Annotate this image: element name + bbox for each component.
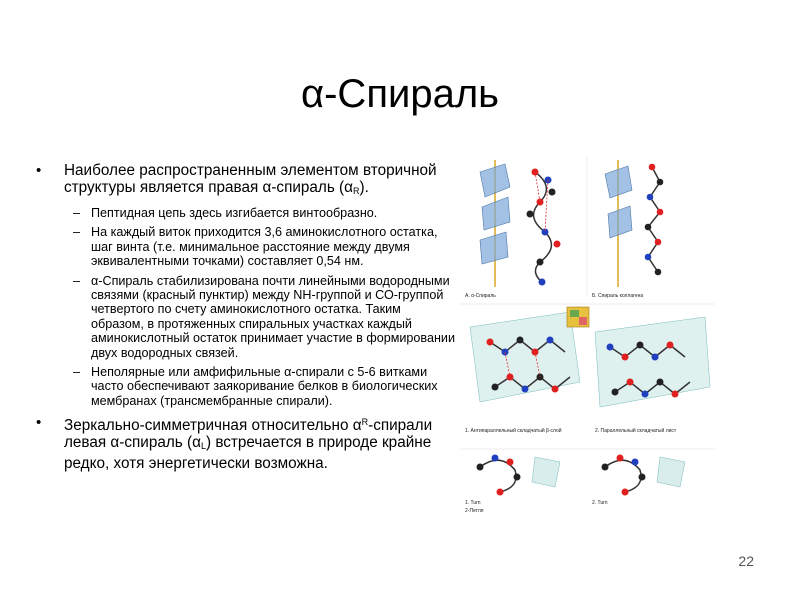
atom-carbon [517, 337, 524, 344]
subitem-3 [62, 274, 456, 360]
atom-oxygen [622, 354, 629, 361]
atom-oxygen [552, 386, 559, 393]
atom-carbon [657, 179, 664, 186]
subitem-2-text: На каждый виток приходится 3,6 аминокислотного остатка, шаг винта (т.е. минимальное расстояние между двумя эквивалентными точками) составляет 0,54 нм. [91, 225, 438, 269]
atom-carbon [637, 342, 644, 349]
bullet-2-text-a: Зеркально-симметричная относительно α [64, 417, 362, 435]
atom-oxygen [649, 164, 656, 171]
atom-nitrogen [539, 279, 546, 286]
atom-carbon [612, 389, 619, 396]
atom-oxygen [507, 459, 514, 466]
slide-title: α-Спираль [300, 72, 499, 116]
atom-oxygen [487, 339, 494, 346]
bullet-2 [36, 414, 456, 472]
atom-carbon [657, 379, 664, 386]
atom-oxygen [655, 239, 662, 246]
atom-nitrogen [522, 386, 529, 393]
atom-carbon [527, 211, 534, 218]
atom-carbon [645, 224, 652, 231]
bullet-1 [36, 162, 456, 200]
atom-carbon [639, 474, 646, 481]
bullet-2-text-c: ) встречается в природе крайне редко, хотя энергетически возможна. [64, 434, 432, 473]
atom-oxygen [617, 455, 624, 462]
atom-nitrogen [642, 391, 649, 398]
bullet-1-sub: R [353, 186, 360, 196]
caption-a: A. α-Спираль [465, 293, 496, 299]
bullet-1-text-b: ). [359, 179, 369, 196]
atom-carbon [514, 474, 521, 481]
antiparallel-sheet-panel [465, 312, 580, 434]
helix-ribbon [480, 164, 510, 264]
atom-carbon [655, 269, 662, 276]
page-number: 22 [738, 553, 754, 569]
protein-structure-figure [460, 152, 715, 517]
subitem-1-text: Пептидная цепь здесь изгибается винтообразно. [91, 206, 378, 220]
atom-nitrogen [645, 254, 652, 261]
atom-nitrogen [547, 337, 554, 344]
center-logo [567, 307, 589, 327]
logo-mark [570, 310, 579, 317]
turn-panel-1 [465, 455, 560, 515]
atom-carbon [602, 464, 609, 471]
atom-carbon [549, 189, 556, 196]
atom-oxygen [672, 391, 679, 398]
atom-nitrogen [647, 194, 654, 201]
dash-marker: – [73, 225, 81, 240]
subitem-list [36, 206, 456, 408]
bullet-2-sup: R [361, 417, 369, 428]
caption-c: 1. Антипараллельный складчатый β-слой [465, 428, 562, 434]
atom-oxygen [622, 489, 629, 496]
atom-nitrogen [492, 455, 499, 462]
atom-nitrogen [652, 354, 659, 361]
turn-panel-2 [592, 455, 685, 507]
atom-nitrogen [607, 344, 614, 351]
subitem-2 [62, 225, 456, 268]
parallel-sheet-panel [595, 317, 710, 434]
atom-carbon [477, 464, 484, 471]
caption-g: 2-Петля [465, 508, 484, 514]
caption-b: Б. Спираль коллагена [592, 293, 644, 299]
atom-oxygen [497, 489, 504, 496]
atom-nitrogen [632, 459, 639, 466]
atom-oxygen [667, 342, 674, 349]
slide-content [36, 162, 456, 472]
subitem-4-text: Неполярные или амфифильные α-спирали с 5-6 витками часто обеспечивают заякоривание белков в биологических мембранах (трансмембранные спирали). [91, 365, 438, 408]
caption-f: 2. Turn [592, 500, 608, 506]
turn-plane [532, 457, 560, 487]
bullet-2-sub: L [200, 441, 206, 452]
bullet-dot: • [36, 414, 42, 432]
dash-marker: – [73, 365, 81, 380]
subitem-1 [62, 206, 456, 220]
bullet-2-text-b: -спирали левая α-спираль (α [64, 417, 433, 452]
atom-oxygen [627, 379, 634, 386]
atom-carbon [537, 259, 544, 266]
subitem-4 [62, 365, 456, 408]
bullet-dot: • [36, 162, 42, 179]
caption-d: 2. Параллельный складчатый лист [595, 428, 677, 434]
atom-oxygen [554, 241, 561, 248]
subitem-3-text: α-Спираль стабилизирована почти линейными водородными связями (красный пунктир) между NH-группой и СО-группой четвертого по счету аминокислотного остатка. Таким образом, в протяженных спиральных участках каждый аминокислотный остаток принимает участие в формировании двух водородных связей. [91, 273, 455, 360]
bullet-1-text-a: Наиболее распространенным элементом вторичной структуры является правая α-спираль (α [64, 162, 437, 196]
atom-oxygen [657, 209, 664, 216]
atom-carbon [492, 384, 499, 391]
caption-e: 1. Turn [465, 500, 481, 506]
turn-plane [657, 457, 685, 487]
logo-mark [579, 317, 587, 325]
dash-marker: – [73, 273, 81, 288]
dash-marker: – [73, 206, 81, 220]
